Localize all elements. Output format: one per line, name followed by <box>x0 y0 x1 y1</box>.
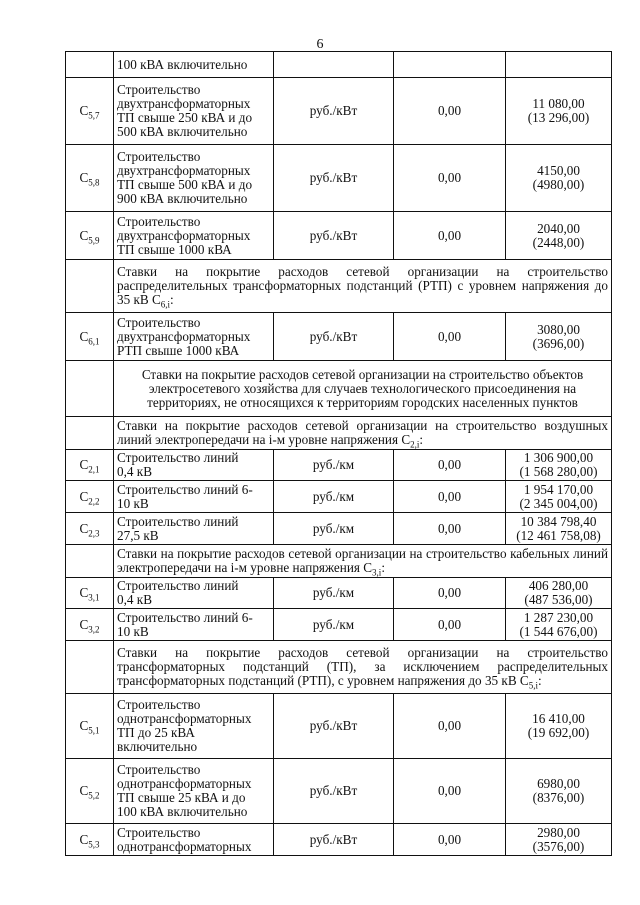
value-line: 2040,00 <box>537 220 580 236</box>
rate-code: $C_{6,1}$ <box>66 313 114 361</box>
unit-cell: руб./кВт <box>274 824 394 856</box>
section-heading: Ставки на покрытие расходов сетевой организации на строительство объектов электросетевого хозяйства для случаев технологического присоединения на территориях, не относящихся к территориям городских населенных пунктов <box>114 361 612 417</box>
value-line: (487 536,00) <box>524 592 593 607</box>
rate-code: $C_{2,2}$ <box>66 481 114 513</box>
heading-subscript: 5,i <box>528 680 538 691</box>
name-cell <box>114 78 274 145</box>
rate-code-subscript: 5,8 <box>88 177 100 188</box>
name-cell <box>114 694 274 759</box>
rate-cell: 0,00 <box>394 145 506 212</box>
rate-cell: 0,00 <box>394 78 506 145</box>
table-row <box>66 450 612 481</box>
rate-code: $C_{3,1}$ <box>66 578 114 609</box>
rate-cell: 0,00 <box>394 313 506 361</box>
value-line: 1 954 170,00 <box>523 481 594 497</box>
rate-cell: 0,00 <box>394 513 506 545</box>
table-row <box>66 313 612 361</box>
rate-code-subscript: 2,1 <box>88 464 100 475</box>
name-line: двухтрансформаторных <box>117 163 251 178</box>
rate-cell: 0,00 <box>394 212 506 260</box>
name-line: Строительство <box>117 762 201 777</box>
code-cell <box>66 260 114 313</box>
value-cell <box>506 212 612 260</box>
code-cell <box>66 52 114 78</box>
value-line: 1 287 230,00 <box>523 609 594 625</box>
rates-table <box>65 51 612 856</box>
rate-cell: 0,00 <box>394 609 506 641</box>
name-line: 100 кВА включительно <box>117 804 248 819</box>
name-cell <box>114 313 274 361</box>
rate-code-subscript: 5,2 <box>88 790 100 801</box>
name-cell <box>114 450 274 481</box>
table-row <box>66 609 612 641</box>
name-line: Строительство <box>117 82 201 97</box>
value-line: (19 692,00) <box>527 725 590 740</box>
rate-code-subscript: 2,3 <box>88 528 100 539</box>
value-line: (4980,00) <box>532 177 585 192</box>
name-cell <box>114 578 274 609</box>
value-line: (2 345 004,00) <box>519 495 598 511</box>
heading-subscript: 3,i <box>372 567 382 578</box>
name-cell <box>114 145 274 212</box>
name-line: ТП свыше 25 кВА и до <box>117 790 246 805</box>
rate-cell: 0,00 <box>394 824 506 856</box>
name-line: ТП до 25 кВА <box>117 725 195 740</box>
code-cell <box>66 545 114 578</box>
code-cell <box>66 417 114 450</box>
value-line: (3576,00) <box>532 838 585 854</box>
name-line: двухтрансформаторных <box>117 328 251 344</box>
code-cell <box>66 361 114 417</box>
name-line: Строительство <box>117 149 201 164</box>
name-line: двухтрансформаторных <box>117 227 251 243</box>
name-line: 10 кВ <box>117 623 149 639</box>
section-heading: Ставки на покрытие расходов сетевой организации на строительство кабельных линий электропередачи на i-м уровне напряжения $C_{3,i}$: <box>114 545 612 578</box>
unit-cell: руб./кВт <box>274 145 394 212</box>
table-row <box>66 481 612 513</box>
value-line: 11 080,00 <box>532 96 585 111</box>
value-line: 2980,00 <box>537 824 580 840</box>
rate-cell: 0,00 <box>394 481 506 513</box>
rate-code: $C_{5,9}$ <box>66 212 114 260</box>
name-line: 27,5 кВ <box>117 527 159 543</box>
value-line: 1 306 900,00 <box>523 450 594 465</box>
name-line: однотрансформаторных <box>117 776 252 791</box>
rate-cell: 0,00 <box>394 694 506 759</box>
rate-cell: 0,00 <box>394 759 506 824</box>
unit-cell <box>274 52 394 78</box>
name-line: 0,4 кВ <box>117 592 152 607</box>
name-cell <box>114 52 274 78</box>
rate-code: $C_{5,3}$ <box>66 824 114 856</box>
value-line: 3080,00 <box>537 321 580 337</box>
table-row <box>66 694 612 759</box>
value-cell <box>506 450 612 481</box>
name-line: 100 кВА включительно <box>117 56 248 72</box>
unit-cell: руб./км <box>274 578 394 609</box>
value-line: (1 544 676,00) <box>519 623 598 639</box>
value-cell <box>506 481 612 513</box>
name-line: Строительство линий <box>117 578 239 593</box>
unit-cell: руб./км <box>274 513 394 545</box>
name-line: двухтрансформаторных <box>117 96 251 111</box>
value-cell <box>506 513 612 545</box>
name-cell <box>114 609 274 641</box>
rate-code-subscript: 2,2 <box>88 496 100 507</box>
rate-code-subscript: 5,1 <box>88 725 100 736</box>
name-line: 0,4 кВ <box>117 464 152 479</box>
name-line: 900 кВА включительно <box>117 191 248 206</box>
value-line: (8376,00) <box>532 790 585 805</box>
value-line: (13 296,00) <box>527 110 590 125</box>
rate-code-subscript: 5,9 <box>88 235 100 246</box>
rate-code: $C_{2,3}$ <box>66 513 114 545</box>
name-cell <box>114 824 274 856</box>
name-line: Строительство линий 6- <box>117 609 253 625</box>
table-row <box>66 759 612 824</box>
unit-cell: руб./кВт <box>274 759 394 824</box>
rate-code-subscript: 6,1 <box>88 336 100 347</box>
name-line: Строительство линий <box>117 450 239 465</box>
rate-cell: 0,00 <box>394 578 506 609</box>
table-row <box>66 417 612 450</box>
value-cell <box>506 145 612 212</box>
name-line: ТП свыше 250 кВА и до <box>117 110 253 125</box>
value-cell <box>506 313 612 361</box>
table-row <box>66 145 612 212</box>
name-cell <box>114 759 274 824</box>
unit-cell: руб./кВт <box>274 694 394 759</box>
value-cell <box>506 78 612 145</box>
table-row <box>66 578 612 609</box>
section-heading: Ставки на покрытие расходов сетевой организации на строительство воздушных линий электропередачи на i-м уровне напряжения $C_{2,i}$: <box>114 417 612 450</box>
value-cell <box>506 578 612 609</box>
name-line: Строительство <box>117 314 201 330</box>
name-line: 500 кВА включительно <box>117 124 248 139</box>
rate-cell: 0,00 <box>394 450 506 481</box>
rate-code-subscript: 3,1 <box>88 592 100 603</box>
heading-subscript: 6,i <box>160 299 171 310</box>
rate-code: $C_{3,2}$ <box>66 609 114 641</box>
name-line: однотрансформаторных <box>117 838 252 854</box>
value-line: 406 280,00 <box>528 578 589 593</box>
name-line: Строительство линий 6- <box>117 481 253 497</box>
table-row <box>66 513 612 545</box>
name-cell <box>114 481 274 513</box>
rate-code: $C_{2,1}$ <box>66 450 114 481</box>
unit-cell: руб./кВт <box>274 78 394 145</box>
table-row <box>66 212 612 260</box>
table-row <box>66 78 612 145</box>
table-row <box>66 52 612 78</box>
name-line: включительно <box>117 739 198 754</box>
name-line: однотрансформаторных <box>117 711 252 726</box>
name-cell <box>114 212 274 260</box>
unit-cell: руб./кВт <box>274 313 394 361</box>
value-cell <box>506 609 612 641</box>
table-row <box>66 824 612 856</box>
unit-cell: руб./км <box>274 450 394 481</box>
unit-cell: руб./км <box>274 481 394 513</box>
page-number: 6 <box>316 37 324 52</box>
table-row <box>66 545 612 578</box>
table-row <box>66 641 612 694</box>
rate-code: $C_{5,2}$ <box>66 759 114 824</box>
value-cell <box>506 824 612 856</box>
rate-code-subscript: 3,2 <box>88 624 100 635</box>
table-row <box>66 361 612 417</box>
name-line: ТП свыше 500 кВА и до <box>117 177 253 192</box>
rate-code-subscript: 5,7 <box>88 110 100 121</box>
name-line: Строительство <box>117 213 201 229</box>
name-line: Строительство <box>117 697 201 712</box>
rate-code-subscript: 5,3 <box>88 839 100 850</box>
name-line: Строительство <box>117 824 201 840</box>
value-cell <box>506 759 612 824</box>
name-line: 10 кВ <box>117 495 149 511</box>
rate-code: $C_{5,8}$ <box>66 145 114 212</box>
value-line: (12 461 758,08) <box>516 527 601 543</box>
heading-subscript: 2,i <box>410 439 420 450</box>
name-cell <box>114 513 274 545</box>
value-line: 4150,00 <box>537 163 580 178</box>
value-cell <box>506 694 612 759</box>
rate-cell <box>394 52 506 78</box>
rate-code: $C_{5,1}$ <box>66 694 114 759</box>
code-cell <box>66 641 114 694</box>
value-line: 16 410,00 <box>532 711 585 726</box>
value-line: 6980,00 <box>537 776 580 791</box>
value-line: (2448,00) <box>532 234 585 250</box>
value-line: (1 568 280,00) <box>519 464 598 479</box>
table-row <box>66 260 612 313</box>
unit-cell: руб./кВт <box>274 212 394 260</box>
section-heading: Ставки на покрытие расходов сетевой организации на строительство распределительных трансформаторных подстанций (РТП) с уровнем напряжения до 35 кВ $C_{6,i}$: <box>114 260 612 313</box>
unit-cell: руб./км <box>274 609 394 641</box>
rate-code: $C_{5,7}$ <box>66 78 114 145</box>
value-cell <box>506 52 612 78</box>
value-line: (3696,00) <box>532 335 585 351</box>
name-line: Строительство линий <box>117 513 239 529</box>
value-line: 10 384 798,40 <box>520 513 597 529</box>
name-line: ТП свыше 1000 кВА <box>117 241 232 257</box>
section-heading: Ставки на покрытие расходов сетевой организации на строительство трансформаторных подстанций (ТП), за исключением распределительных трансформаторных подстанций (РТП), с уровнем напряжения до 35 кВ $C_{5,i}$: <box>114 641 612 694</box>
name-line: РТП свыше 1000 кВА <box>117 342 240 358</box>
